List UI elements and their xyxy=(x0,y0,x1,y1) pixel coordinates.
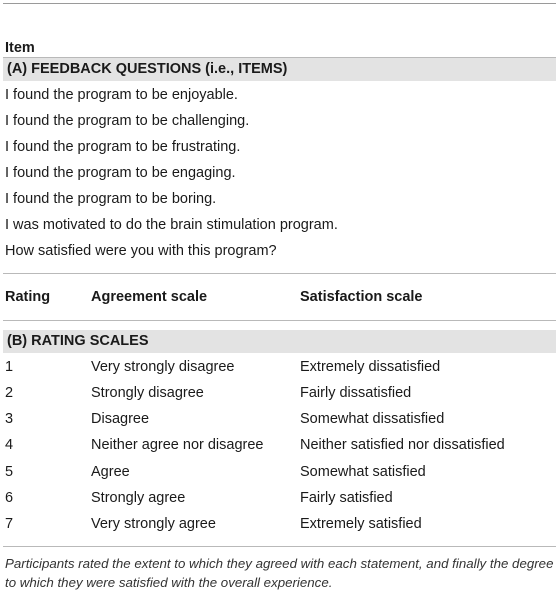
header-rule xyxy=(3,320,556,321)
section-b-band: (B) RATING SCALES xyxy=(3,330,556,353)
section-divider xyxy=(3,273,556,274)
table-footnote: Participants rated the extent to which they agreed with each statement, and finally the degree to which they were satisfied with the overall experience. xyxy=(5,556,554,590)
top-rule xyxy=(3,3,556,4)
section-a-band: (A) FEEDBACK QUESTIONS (i.e., ITEMS) xyxy=(3,58,556,81)
bottom-rule xyxy=(3,546,556,547)
